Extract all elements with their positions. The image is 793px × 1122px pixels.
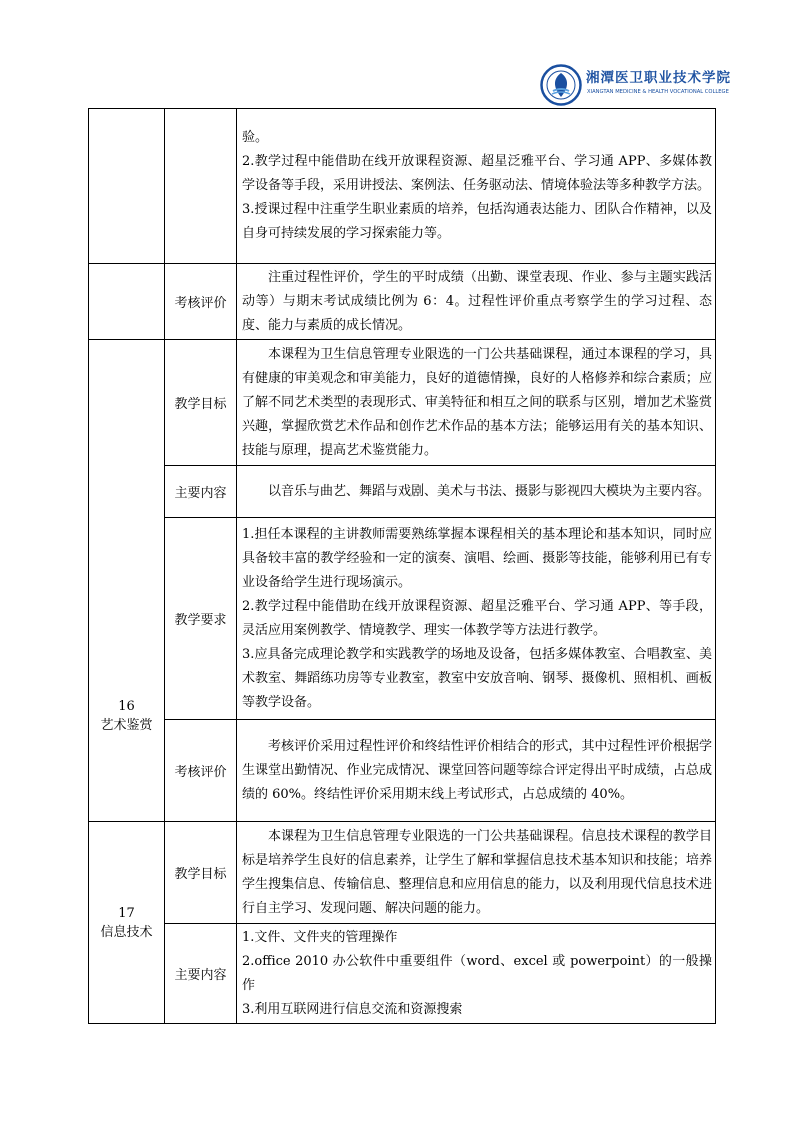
college-logo	[540, 62, 731, 108]
content-cell	[237, 518, 716, 720]
college-english-name: XIANGTAN MEDICINE & HEALTH VOCATIONAL COLLEGE	[587, 89, 729, 95]
list-item: 2.office 2010 办公软件中重要组件（word、excel 或 powerpoint）的一般操作	[242, 953, 712, 993]
table-row	[89, 466, 716, 518]
list-item: 1.文件、文件夹的管理操作	[242, 929, 398, 945]
table-row	[89, 518, 716, 720]
course-name: 艺术鉴赏	[100, 717, 153, 733]
course-number: 16	[118, 698, 135, 714]
content-cell	[237, 466, 716, 518]
category-label: 教学目标	[165, 822, 237, 924]
table-row	[89, 924, 716, 1024]
content-cell	[237, 340, 716, 466]
content-cell	[237, 264, 716, 340]
table-row	[89, 822, 716, 924]
category-cell	[165, 109, 237, 264]
table-row	[89, 264, 716, 340]
paragraph: 2.教学过程中能借助在线开放课程资源、超星泛雅平台、学习通 APP、多媒体教学设备等手段，采用讲授法、案例法、任务驱动法、情境体验法等多种教学方法。	[242, 154, 712, 193]
paragraph: 2.教学过程中能借助在线开放课程资源、超星泛雅平台、学习通 APP、等手段，灵活应用案例教学、情境教学、理实一体教学等方法进行教学。	[242, 598, 712, 638]
category-label: 主要内容	[165, 466, 237, 518]
paragraph: 1.担任本课程的主讲教师需要熟练掌握本课程相关的基本理论和基本知识，同时应具备较丰富的教学经验和一定的演奏、演唱、绘画、摄影等技能，能够利用已有专业设备给学生进行现场演示。	[242, 526, 712, 590]
category-label: 考核评价	[165, 720, 237, 822]
course-number: 17	[118, 905, 135, 921]
content-cell	[237, 109, 716, 264]
course-cell	[89, 109, 165, 264]
paragraph: 验。	[242, 130, 269, 145]
content-cell	[237, 822, 716, 924]
college-name: 湘潭医卫职业技术学院	[586, 70, 731, 86]
content-cell	[237, 924, 716, 1024]
category-label: 考核评价	[165, 264, 237, 340]
college-emblem-icon	[540, 64, 582, 106]
table-row	[89, 720, 716, 822]
course-table	[88, 108, 716, 1024]
list-item: 3.利用互联网进行信息交流和资源搜索	[242, 1001, 463, 1017]
paragraph: 注重过程性评价，学生的平时成绩（出勤、课堂表现、作业、参与主题实践活动等）与期末考试成绩比例为 6：4。过程性评价重点考察学生的学习过程、态度、能力与素质的成长情况。	[242, 269, 712, 333]
course-name: 信息技术	[100, 924, 153, 940]
category-label: 主要内容	[165, 924, 237, 1024]
paragraph: 本课程为卫生信息管理专业限选的一门公共基础课程，通过本课程的学习，具有健康的审美观念和审美能力，良好的道德情操，良好的人格修养和综合素质；应了解不同艺术类型的表现形式、审美特征和相互之间的联系与区别，增加艺术鉴赏兴趣，掌握欣赏艺术作品和创作艺术作品的基本方法；能够运用有关的基本知识、技能与原理，提高艺术鉴赏能力。	[242, 346, 712, 458]
paragraph: 以音乐与曲艺、舞蹈与戏剧、美术与书法、摄影与影视四大模块为主要内容。	[268, 483, 711, 499]
paragraph: 3.授课过程中注重学生职业素质的培养，包括沟通表达能力、团队合作精神，以及自身可持续发展的学习探索能力等。	[242, 202, 712, 241]
category-label: 教学要求	[165, 518, 237, 720]
paragraph: 考核评价采用过程性评价和终结性评价相结合的形式，其中过程性评价根据学生课堂出勤情况、作业完成情况、课堂回答问题等综合评定得出平时成绩，占总成绩的 60%。终结性评价采用期末线上考试形式，占总成绩的 40%。	[242, 738, 712, 802]
category-label: 教学目标	[165, 340, 237, 466]
content-cell	[237, 720, 716, 822]
table-row	[89, 340, 716, 466]
course-cell-16	[89, 340, 165, 822]
table-row	[89, 109, 716, 264]
course-cell	[89, 264, 165, 340]
course-cell-17	[89, 822, 165, 1024]
paragraph: 本课程为卫生信息管理专业限选的一门公共基础课程。信息技术课程的教学目标是培养学生良好的信息素养，让学生了解和掌握信息技术基本知识和技能；培养学生搜集信息、传输信息、整理信息和应用信息的能力，以及利用现代信息技术进行自主学习、发现问题、解决问题的能力。	[242, 828, 712, 916]
paragraph: 3.应具备完成理论教学和实践教学的场地及设备，包括多媒体教室、合唱教室、美术教室、舞蹈练功房等专业教室，教室中安放音响、钢琴、摄像机、照相机、画板等教学设备。	[242, 646, 712, 710]
